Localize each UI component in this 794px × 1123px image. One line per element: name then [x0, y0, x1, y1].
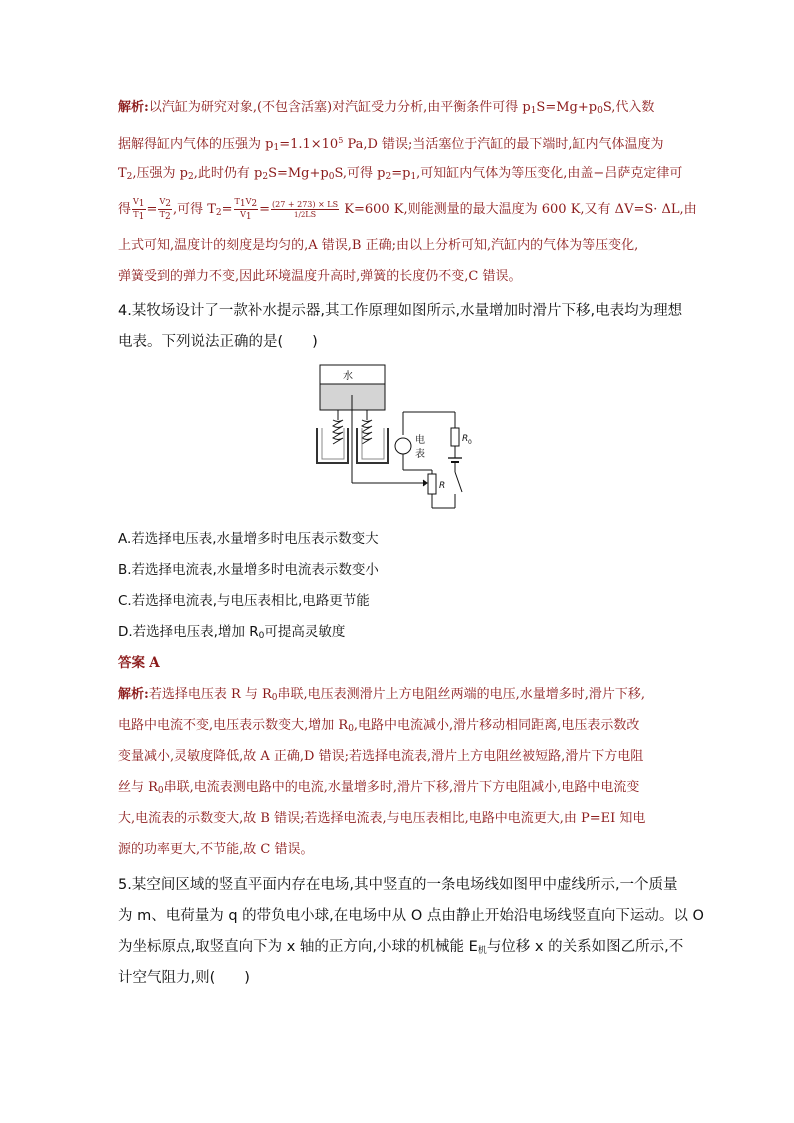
q3-analysis-line-2: 据解得缸内气体的压强为 $p_1=1.1\times 10^5$ Pa,D 错误;当活塞位于汽缸的最下端时,缸内气体温度为 [118, 136, 664, 153]
fraction-v2-t2: $\frac{V2}{T2}$ [159, 197, 171, 222]
left-spring [333, 420, 343, 444]
r0-label: R [462, 434, 469, 444]
q3-analysis-line-4: 得 $\frac{V1}{T1}$ = $\frac{V2}{T2}$ ,可得 $T_2=$ $\frac{T1V2}{V1}$ = $\frac{(27 + 273) \times LS}{1/2LS}$ K=600 K,则能测量的最大温度为 600 K,又有 ΔV=S· ΔL,由 [118, 197, 697, 222]
q4-analysis-line-1: 解析:若选择电压表 R 与 $R_0$串联,电压表测滑片上方电阻丝两端的电压,水量增多时,滑片下移, [118, 687, 646, 703]
q4-answer [118, 655, 160, 671]
analysis-label: 解析: [118, 100, 149, 115]
q5-stem-line-3: 为坐标原点,取竖直向下为 x 轴的正方向,小球的机械能 $E_机$与位移 x 的关系如图乙所示,不 [118, 939, 684, 956]
r0-resistor [451, 428, 459, 446]
meter-label-bottom: 表 [415, 449, 425, 460]
q4-analysis-line-5: 大,电流表的示数变大,故 B 错误;若选择电流表,与电压表相比,电路中电流更大,由 P=EI 知电 [118, 811, 646, 826]
slider-arrow [423, 480, 427, 486]
q5-stem-line-4: 计空气阻力,则( ) [118, 970, 250, 986]
q3-analysis-line-6: 弹簧受到的弹力不变,因此环境温度升高时,弹簧的长度仍不变,C 错误。 [118, 269, 522, 284]
q3-analysis-line-5: 上式可知,温度计的刻度是均匀的,A 错误,B 正确;由以上分析可知,汽缸内的气体为等压变化, [118, 238, 639, 253]
q3-analysis-line-3: $T_2$,压强为 $p_2$,此时仍有 $p_2S=Mg+p_0S$,可得 $p_2=p_1$,可知缸内气体为等压变化,由盖−吕萨克定律可 [118, 166, 683, 182]
q5-stem-line-1: 5.某空间区域的竖直平面内存在电场,其中竖直的一条电场线如图甲中虚线所示,一个质量 [118, 877, 678, 893]
q5-stem-line-2: 为 m、电荷量为 q 的带负电小球,在电场中从 O 点由静止开始沿电场线竖直向下运动。以 O [118, 908, 704, 924]
q4-option-a: A.若选择电压表,水量增多时电压表示数变大 [118, 531, 379, 547]
right-spring [362, 420, 372, 444]
q4-analysis-line-3: 变量减小,灵敏度降低,故 A 正确,D 错误;若选择电流表,滑片上方电阻丝被短路,滑片下方电阻 [118, 749, 644, 764]
q4-stem-line-2: 电表。下列说法正确的是( ) [118, 334, 318, 350]
q4-stem-line-1: 4.某牧场设计了一款补水提示器,其工作原理如图所示,水量增加时滑片下移,电表均为理想 [118, 303, 683, 319]
water-label: 水 [343, 371, 353, 382]
circuit-figure [300, 360, 480, 515]
meter-circle [395, 438, 411, 454]
fraction-v1-t1: $\frac{V1}{T1}$ [133, 197, 145, 222]
q4-option-b: B.若选择电流表,水量增多时电流表示数变小 [118, 562, 379, 578]
answer-label: 答案 [118, 655, 145, 671]
answer-value: A [149, 655, 160, 671]
q4-analysis-line-4: 丝与 $R_0$串联,电流表测电路中的电流,水量增多时,滑片下移,滑片下方电阻减小,电路中电流变 [118, 780, 640, 796]
r0-subscript: 0 [468, 439, 472, 446]
r-label: R [439, 481, 446, 491]
q4-option-d: D.若选择电压表,增加 $R_0$可提高灵敏度 [118, 624, 346, 641]
fraction-numeric: $\frac{(27 + 273) \times LS}{1/2LS}$ [272, 199, 339, 219]
q4-option-c: C.若选择电流表,与电压表相比,电路更节能 [118, 593, 370, 609]
q4-analysis-line-6: 源的功率更大,不节能,故 C 错误。 [118, 842, 314, 857]
q4-analysis-line-2: 电路中电流不变,电压表示数变大,增加 $R_0$,电路中电流减小,滑片移动相同距离,电压表示数改 [118, 718, 640, 734]
meter-label-top: 电 [415, 435, 425, 446]
fraction-t1v2-v1: $\frac{T1V2}{V1}$ [234, 197, 258, 222]
r-rheostat [428, 474, 436, 494]
switch [455, 472, 462, 492]
q3-analysis-line-1: 解析:以汽缸为研究对象,(不包含活塞)对汽缸受力分析,由平衡条件可得 $p_1S=Mg+p_0S$,代入数 [118, 100, 655, 116]
